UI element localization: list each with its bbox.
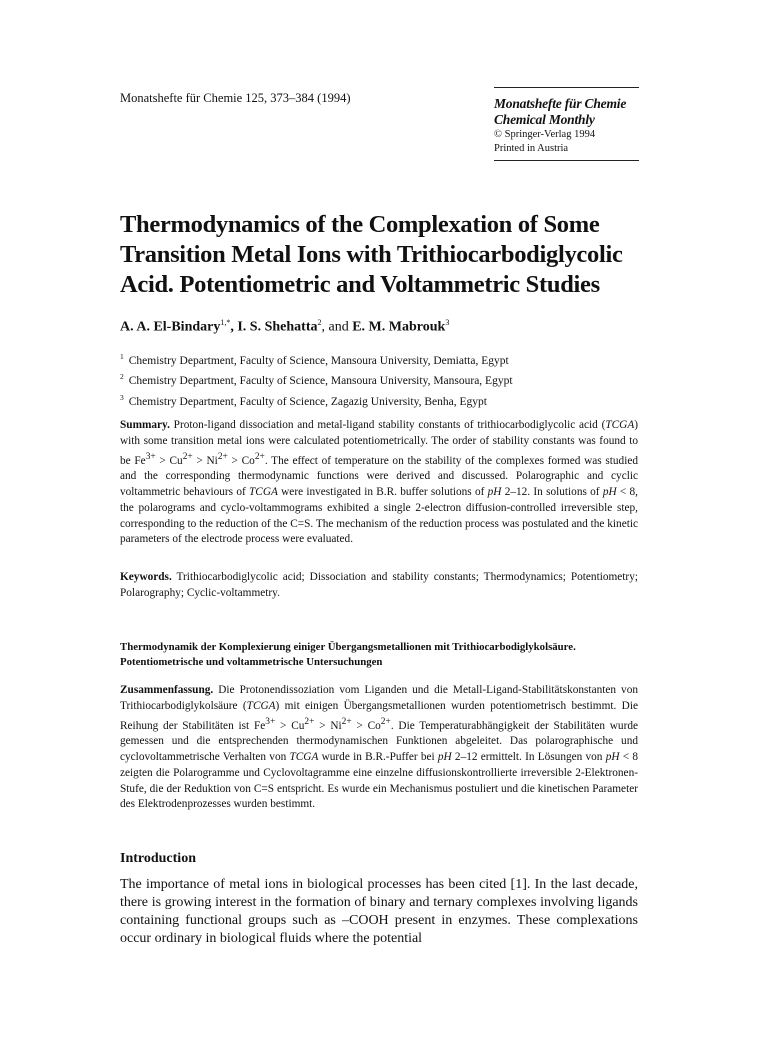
author-separator: , and [321, 319, 353, 335]
charge-superscript: 2+ [380, 716, 391, 727]
summary-text: pH [602, 485, 617, 498]
summary-text: < 8, the polarograms and cyclo-voltammograms exhibited a single 2-electron diffusion-controlled irreversible step, corresponding to the reduction of the C=S. The mechanism of the reduction process was postulated and the kinetic parameters of the electrode process were evaluated. [120, 485, 638, 546]
german-text: TCGA [289, 750, 319, 763]
keywords-label: Keywords. [120, 571, 172, 583]
introduction-heading: Introduction [120, 851, 196, 866]
author-name: I. S. Shehatta [237, 319, 318, 335]
german-text: > Ni [314, 719, 342, 732]
summary-text: TCGA [249, 485, 278, 498]
copyright-line: © Springer-Verlag 1994 [494, 129, 596, 140]
article-title: Thermodynamics of the Complexation of Some Transition Metal Ions with Trithiocarbodiglycolic Acid. Potentiometric and Voltammetric Studies [120, 211, 623, 298]
german-text: < 8 zeigten die Polarogramme und Cyclovoltagramme eine einzelne diffusionskontrollierte irreversible 2-Elektronen-Stufe, die der Reduktion von C=S entspricht. Es wurde ein Mechanismus postuliert und die kinetischen Parameter des Elektrodenprozesses wurden bestimmt. [120, 750, 638, 811]
keywords-paragraph [120, 570, 638, 602]
journal-masthead [494, 87, 639, 161]
german-text: wurde in B.R.-Puffer bei [318, 750, 438, 763]
charge-superscript: 2+ [341, 716, 352, 727]
summary-paragraph [120, 418, 638, 548]
summary-text: 2–12. In solutions of [501, 485, 603, 498]
summary-text: were investigated in B.R. buffer solutions of [277, 485, 488, 498]
german-text: > Cu [275, 719, 305, 732]
journal-name: Monatshefte für Chemie [494, 96, 627, 111]
affiliation-list [120, 349, 513, 410]
affiliation-text: Chemistry Department, Faculty of Science, Mansoura University, Mansoura, Egypt [128, 375, 513, 388]
german-text: > Co [351, 719, 381, 732]
affiliation-number: 1 [120, 352, 124, 361]
affiliation-text: Chemistry Department, Faculty of Science, Zagazig University, Benha, Egypt [128, 395, 487, 408]
charge-superscript: 2+ [217, 451, 228, 462]
author-list [120, 318, 449, 336]
affiliation-text: Chemistry Department, Faculty of Science, Mansoura University, Demiatta, Egypt [128, 354, 509, 367]
affiliation-number: 2 [120, 372, 124, 382]
zusammenfassung-label: Zusammenfassung. [120, 684, 214, 696]
german-title: Thermodynamik der Komplexierung einiger Übergangsmetallionen mit Trithiocarbodiglykolsäure. Potentiometrische und voltammetrische Untersuchungen [120, 641, 576, 668]
affiliation [120, 369, 513, 389]
author-affil-mark: 2 [317, 318, 322, 327]
summary-text: . The effect of temperature on the stability of the complexes formed was studied and the corresponding thermodynamic functions were derived and discussed. Polarographic and cyclic voltammetric behaviours of [120, 454, 638, 498]
author-affil-mark: 1,* [220, 318, 231, 327]
author-separator: , [230, 319, 238, 335]
author-name: E. M. Mabrouk [352, 319, 446, 335]
german-text: pH [437, 750, 452, 763]
summary-text: ) with some transition metal ions were calculated potentiometrically. The order of stability constants was found to be Fe [120, 419, 638, 467]
charge-superscript: 2+ [182, 451, 193, 462]
summary-label: Summary. [120, 419, 170, 431]
summary-text: TCGA [605, 419, 635, 431]
affiliation [120, 349, 513, 369]
german-text: ) mit einigen Übergangsmetallionen wurden potentiometrisch bestimmt. Die Reihung der Stabilitäten ist Fe [120, 699, 638, 732]
introduction-paragraph: The importance of metal ions in biological processes has been cited [1]. In the last decade, there is growing interest in the formation of binary and ternary complexes involving ligands containing functional groups such as –COOH present in enzymes. These complexations occur ordinary in biological fluids where the potential [120, 877, 638, 946]
summary-text: Proton-ligand dissociation and metal-ligand stability constants of trithiocarbodiglycolic acid ( [169, 419, 606, 431]
german-text: pH [605, 750, 620, 763]
author-affil-mark: 3 [445, 318, 450, 327]
summary-text: > Ni [192, 454, 218, 467]
author-name: A. A. El-Bindary [120, 319, 221, 335]
charge-superscript: 2+ [254, 451, 265, 462]
summary-text: pH [487, 485, 502, 498]
masthead-bottom-rule [494, 160, 639, 161]
journal-citation: Monatshefte für Chemie 125, 373–384 (1994) [120, 91, 351, 105]
summary-text: > Cu [155, 454, 183, 467]
german-text: . Die Temperaturabhängigkeit der Stabilitäten wurde gemessen und die entsprechenden thermodynamischen Funktionen abgeleitet. Das polarographische und cyclovoltammetrische Verhalten von [120, 719, 639, 763]
german-text: Die Protonendissoziation vom Liganden und die Metall-Ligand-Stabilitätskonstanten von Trithiocarbodiglykolsäure ( [120, 684, 638, 712]
zusammenfassung-paragraph [120, 683, 638, 813]
german-text: 2–12 ermittelt. In Lösungen von [451, 750, 606, 763]
charge-superscript: 3+ [145, 451, 156, 462]
affiliation [120, 390, 513, 410]
charge-superscript: 3+ [265, 716, 276, 727]
keywords-text: Trithiocarbodiglycolic acid; Dissociation and stability constants; Thermodynamics; Potentiometry; Polarography; Cyclic-voltammetry. [120, 571, 638, 599]
affiliation-number: 3 [120, 392, 124, 402]
journal-subtitle: Chemical Monthly [494, 112, 595, 127]
charge-superscript: 2+ [304, 716, 315, 727]
printed-line: Printed in Austria [494, 143, 569, 154]
masthead-top-rule [494, 87, 639, 88]
german-text: TCGA [246, 699, 276, 712]
summary-text: > Co [227, 454, 255, 467]
